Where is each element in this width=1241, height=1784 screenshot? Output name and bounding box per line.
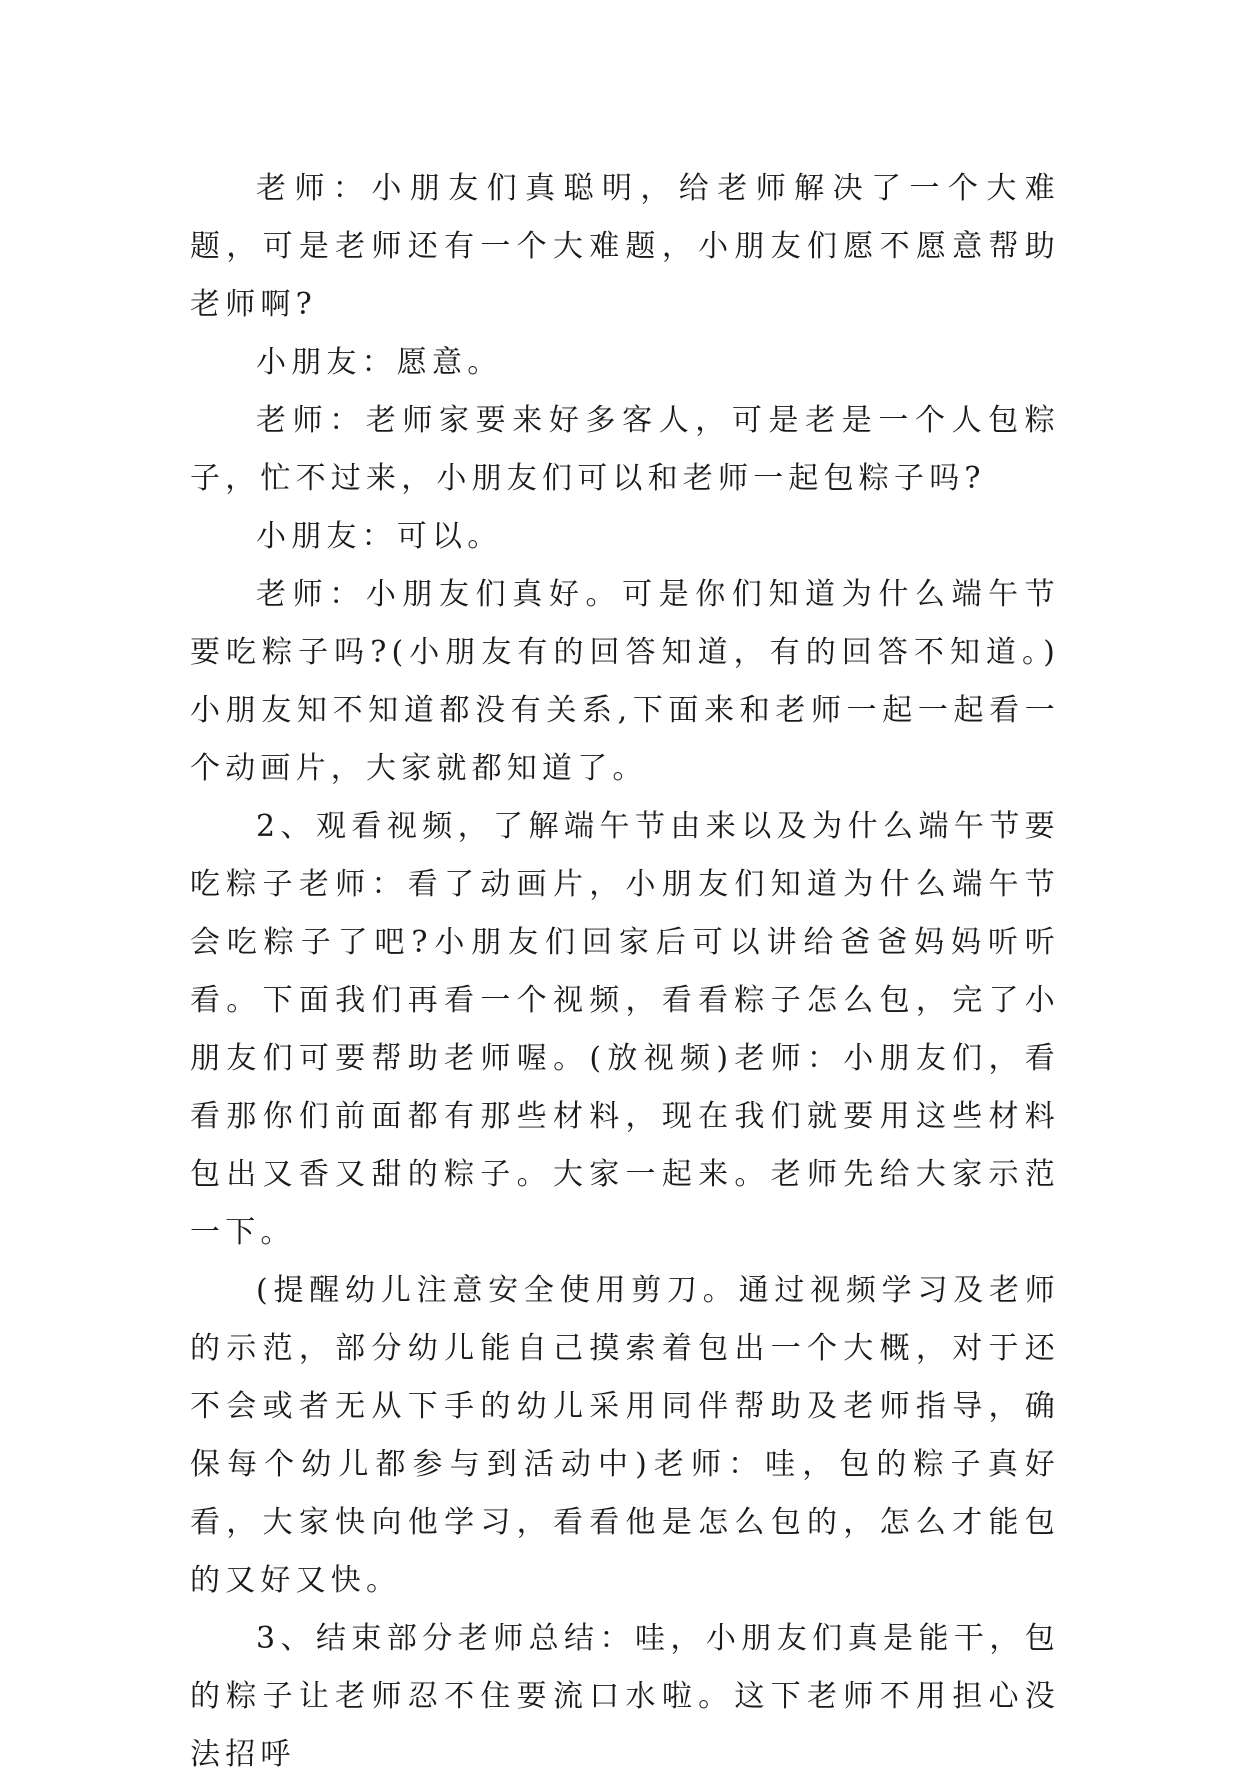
- paragraph-teacher-why-zongzi: 老师：小朋友们真好。可是你们知道为什么端午节要吃粽子吗?(小朋友有的回答知道，有的回答不知道。)小朋友知不知道都没有关系,下面来和老师一起一起看一个动画片，大家就都知道了。: [190, 577, 1060, 786]
- paragraph-conclusion: 3、结束部分老师总结：哇，小朋友们真是能干，包的粽子让老师忍不住要流口水啦。这下老师不用担心没法招呼: [190, 1621, 1060, 1772]
- document-body: [190, 160, 1060, 1784]
- paragraph-teacher-praise: 老师：小朋友们真聪明，给老师解决了一个大难题，可是老师还有一个大难题，小朋友们愿不愿意帮助老师啊?: [190, 171, 1060, 322]
- paragraph-safety-reminder: (提醒幼儿注意安全使用剪刀。通过视频学习及老师的示范，部分幼儿能自己摸索着包出一个大概，对于还不会或者无从下手的幼儿采用同伴帮助及老师指导，确保每个幼儿都参与到活动中)老师：哇，包的粽子真好看，大家快向他学习，看看他是怎么包的，怎么才能包的又好又快。: [190, 1273, 1060, 1598]
- paragraph-teacher-guests: 老师：老师家要来好多客人，可是老是一个人包粽子，忙不过来，小朋友们可以和老师一起包粽子吗?: [190, 403, 1060, 496]
- paragraph-children-willing: 小朋友：愿意。: [256, 345, 503, 380]
- paragraph-watch-video: 2、观看视频，了解端午节由来以及为什么端午节要吃粽子老师：看了动画片，小朋友们知道为什么端午节会吃粽子了吧?小朋友们回家后可以讲给爸爸妈妈听听看。下面我们再看一个视频，看看粽子怎么包，完了小朋友们可要帮助老师喔。(放视频)老师：小朋友们，看看那你们前面都有那些材料，现在我们就要用这些材料包出又香又甜的粽子。大家一起来。老师先给大家示范一下。: [190, 809, 1060, 1250]
- paragraph-children-ok: 小朋友：可以。: [256, 519, 503, 554]
